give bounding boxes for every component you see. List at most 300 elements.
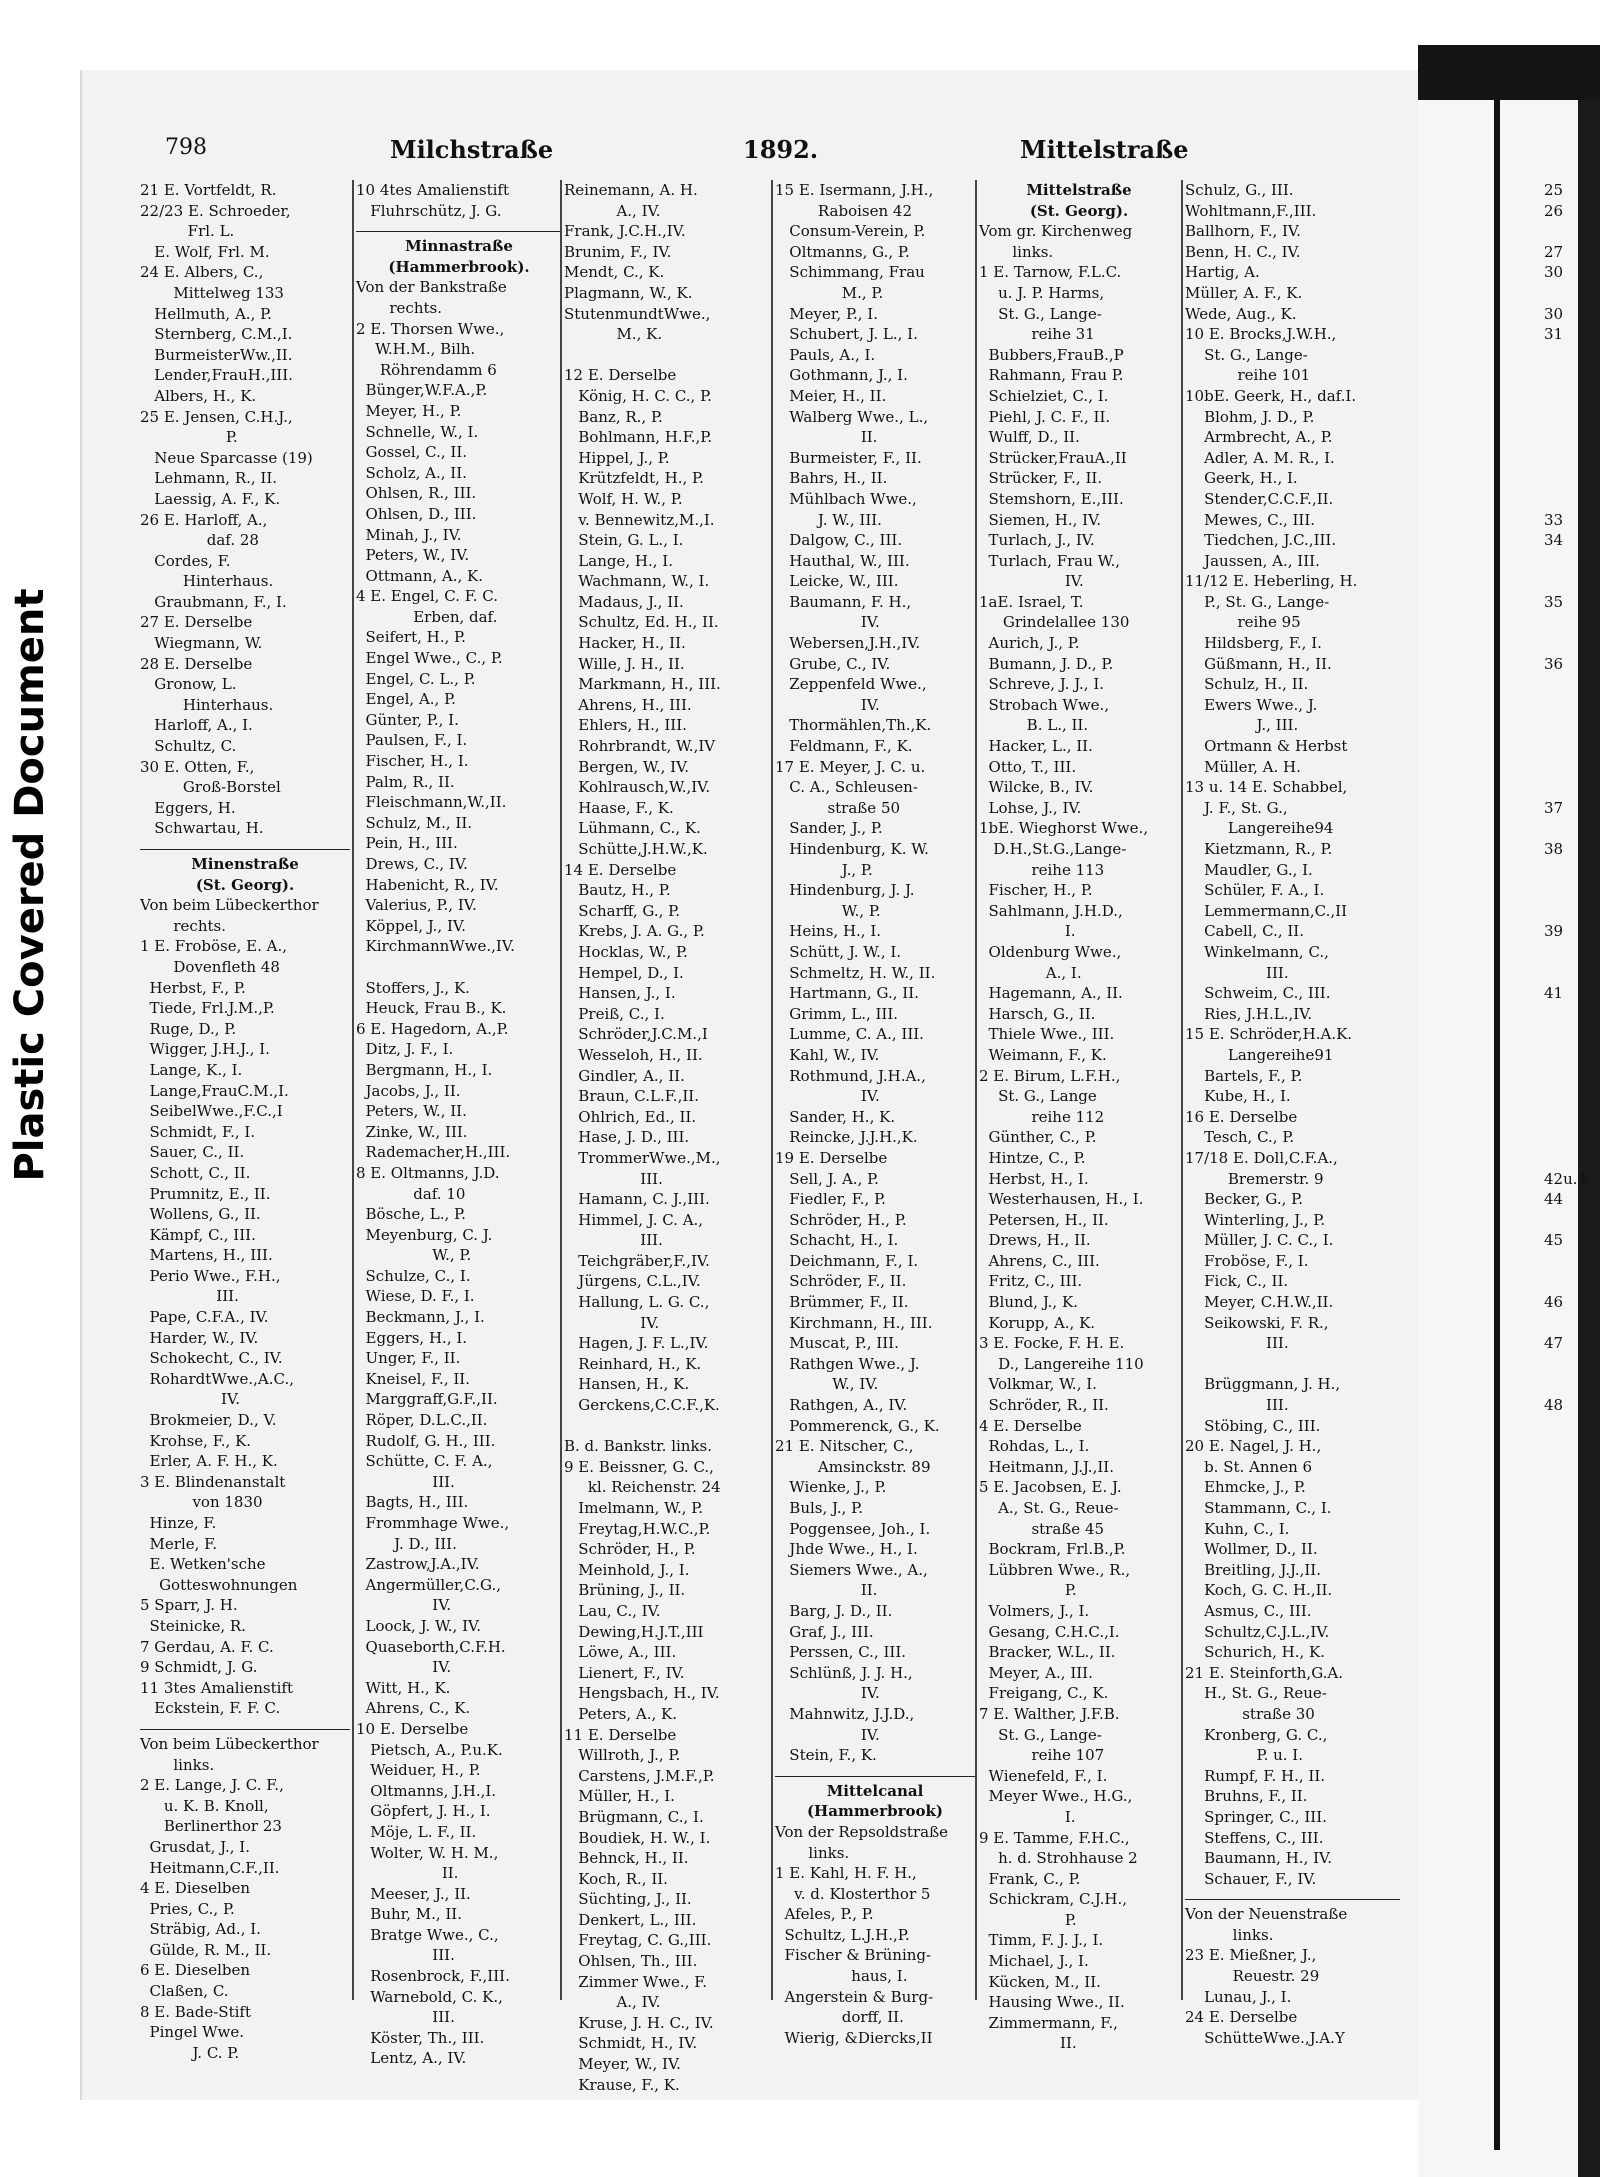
- directory-entry: Oldenburg Wwe.,: [979, 942, 1122, 961]
- fragment-number: [1544, 468, 1584, 489]
- directory-entry: Turlach, Frau W.,: [979, 551, 1120, 570]
- directory-entry: W.H.M., Bilh.: [356, 340, 476, 359]
- directory-entry: Habenicht, R., IV.: [356, 875, 499, 894]
- directory-entry: Müller, H., I.: [564, 1787, 675, 1806]
- directory-entry: Strücker, F., II.: [979, 469, 1103, 488]
- directory-entry: Wede, Aug., K.: [1185, 304, 1297, 323]
- directory-entry: Stöbing, C., III.: [1185, 1416, 1321, 1435]
- directory-entry: Schultz, L.J.H.,P.: [775, 1925, 910, 1944]
- directory-entry: Sander, J., P.: [775, 819, 883, 838]
- directory-entry: III.: [564, 1231, 663, 1250]
- fragment-number: 34: [1544, 531, 1564, 550]
- directory-entry: 11 E. Derselbe: [564, 1725, 677, 1744]
- directory-entry: Brümmer, F., II.: [775, 1293, 909, 1312]
- fragment-number: [1544, 1354, 1584, 1375]
- fragment-number: [1544, 551, 1584, 572]
- directory-entry: Froböse, F., I.: [1185, 1251, 1309, 1270]
- directory-entry: Reinhard, H., K.: [564, 1354, 702, 1373]
- directory-entry: Müller, A. F., K.: [1185, 283, 1303, 302]
- directory-entry: Bösche, L., P.: [356, 1205, 466, 1224]
- directory-entry: Geerk, H., I.: [1185, 469, 1298, 488]
- directory-entry: Heitmann, J.J.,II.: [979, 1457, 1114, 1476]
- section-heading: (Hammerbrook).: [388, 257, 530, 276]
- left-margin: [0, 0, 80, 2177]
- directory-entry: A., I.: [979, 963, 1082, 982]
- directory-entry: Kneisel, F., II.: [356, 1369, 470, 1388]
- directory-entry: Marggraff,G.F.,II.: [356, 1390, 498, 1409]
- directory-entry: Schacht, H., I.: [775, 1231, 899, 1250]
- directory-entry: Kronberg, G. C.,: [1185, 1725, 1328, 1744]
- directory-entry: Deichmann, F., I.: [775, 1251, 919, 1270]
- directory-entry: Ottmann, A., K.: [356, 566, 484, 585]
- directory-entry: P.: [140, 428, 238, 447]
- directory-entry: St. G., Lange: [979, 1087, 1097, 1106]
- directory-entry: Rosenbrock, F.,III.: [356, 1967, 510, 1986]
- directory-entry: Ewers Wwe., J.: [1185, 695, 1318, 714]
- directory-entry: Stoffers, J., K.: [356, 978, 470, 997]
- directory-entry: Hartig, A.: [1185, 263, 1260, 282]
- fragment-number: 33: [1544, 510, 1564, 529]
- column-divider: [560, 180, 562, 2000]
- directory-entry: Strobach Wwe.,: [979, 695, 1110, 714]
- directory-entry: [356, 957, 562, 978]
- directory-entry: Schielziet, C., I.: [979, 386, 1109, 405]
- fragment-number: [1544, 1024, 1584, 1045]
- page-number: 798: [165, 135, 207, 160]
- directory-entry: Lühmann, C., K.: [564, 819, 701, 838]
- directory-entry: Hengsbach, H., IV.: [564, 1684, 720, 1703]
- directory-entry: 4 E. Dieselben: [140, 1879, 251, 1898]
- fragment-number: 30: [1544, 304, 1564, 323]
- directory-entry: Herbst, H., I.: [979, 1169, 1089, 1188]
- fragment-number: [1544, 345, 1584, 366]
- directory-entry: Piehl, J. C. F., II.: [979, 407, 1111, 426]
- directory-entry: Asmus, C., III.: [1185, 1601, 1312, 1620]
- directory-entry: Graubmann, F., I.: [140, 592, 287, 611]
- directory-entry: Zimmermann, F.,: [979, 2013, 1118, 2032]
- directory-entry: straße 45: [979, 1519, 1105, 1538]
- directory-entry: Muscat, P., III.: [775, 1334, 899, 1353]
- directory-entry: Blohm, J. D., P.: [1185, 407, 1315, 426]
- directory-entry: Prumnitz, E., II.: [140, 1184, 271, 1203]
- directory-entry: 24 E. Derselbe: [1185, 2008, 1298, 2027]
- directory-entry: Fluhrschütz, J. G.: [356, 201, 502, 220]
- directory-entry: Ries, J.H.L.,IV.: [1185, 1004, 1313, 1023]
- fragment-number: [1544, 860, 1584, 881]
- directory-entry: 17 E. Meyer, J. C. u.: [775, 757, 926, 776]
- directory-entry: Zimmer Wwe., F.: [564, 1972, 708, 1991]
- directory-entry: Ohlsen, D., III.: [356, 504, 477, 523]
- directory-entry: W., IV.: [775, 1375, 879, 1394]
- directory-entry: reihe 112: [979, 1107, 1105, 1126]
- directory-entry: Lehmann, R., II.: [140, 469, 278, 488]
- fragment-number: [1544, 818, 1584, 839]
- column-5: [979, 180, 1179, 2053]
- fragment-number: [1544, 942, 1584, 963]
- directory-entry: IV.: [140, 1390, 240, 1409]
- directory-entry: Breitling, J.J.,II.: [1185, 1560, 1321, 1579]
- directory-entry: 17/18 E. Doll,C.F.A.,: [1185, 1148, 1338, 1167]
- directory-entry: Gothmann, J., I.: [775, 366, 908, 385]
- directory-entry: Maudler, G., I.: [1185, 860, 1313, 879]
- directory-entry: Mahnwitz, J.J.D.,: [775, 1704, 915, 1723]
- directory-entry: II.: [775, 428, 878, 447]
- directory-entry: Rudolf, G. H., III.: [356, 1431, 496, 1450]
- directory-entry: Jürgens, C.L.,IV.: [564, 1272, 701, 1291]
- fragment-number: 36: [1544, 654, 1564, 673]
- directory-entry: 2 E. Thorsen Wwe.,: [356, 319, 505, 338]
- directory-entry: 5 Sparr, J. H.: [140, 1596, 238, 1615]
- directory-entry: III.: [1185, 1396, 1289, 1415]
- fragment-number: [1544, 1148, 1584, 1169]
- directory-entry: reihe 95: [1185, 613, 1301, 632]
- fragment-number: [1544, 386, 1584, 407]
- directory-entry: W., P.: [775, 901, 881, 920]
- directory-entry: Von beim Lübeckerthor: [140, 1734, 319, 1753]
- fragment-number: [1544, 571, 1584, 592]
- directory-entry: Teichgräber,F.,IV.: [564, 1251, 710, 1270]
- directory-entry: Krebs, J. A. G., P.: [564, 922, 705, 941]
- directory-entry: Afeles, P., P.: [775, 1905, 874, 1924]
- directory-entry: Kücken, M., II.: [979, 1972, 1101, 1991]
- directory-entry: IV.: [775, 1725, 880, 1744]
- directory-entry: 1 E. Froböse, E. A.,: [140, 937, 288, 956]
- directory-entry: Dalgow, C., III.: [775, 531, 903, 550]
- directory-entry: 3 E. Blindenanstalt: [140, 1472, 286, 1491]
- directory-entry: Ditz, J. F., I.: [356, 1040, 454, 1059]
- directory-entry: Köppel, J., IV.: [356, 916, 466, 935]
- directory-entry: Consum-Verein, P.: [775, 222, 926, 241]
- directory-entry: Schott, C., II.: [140, 1163, 251, 1182]
- directory-entry: Wierig, &Diercks,II: [775, 2028, 933, 2047]
- directory-entry: Brokmeier, D., V.: [140, 1411, 277, 1430]
- directory-entry: E. Wetken'sche: [140, 1555, 266, 1574]
- directory-entry: 9 Schmidt, J. G.: [140, 1658, 258, 1677]
- directory-entry: P. u. I.: [1185, 1746, 1304, 1765]
- section-heading: (St. Georg).: [1029, 201, 1129, 220]
- directory-entry: Kuhn, C., I.: [1185, 1519, 1290, 1538]
- fragment-number: [1544, 674, 1584, 695]
- column-2: [356, 180, 562, 2068]
- section-heading: (Hammerbrook): [806, 1802, 944, 1821]
- directory-entry: Meyer, H., P.: [356, 401, 462, 420]
- fragment-number: [1544, 1045, 1584, 1066]
- directory-entry: Lau, C., IV.: [564, 1601, 661, 1620]
- fragment-number: [1544, 448, 1584, 469]
- directory-entry: III.: [356, 1946, 455, 1965]
- directory-entry: 1 E. Tarnow, F.L.C.: [979, 263, 1122, 282]
- directory-entry: J. W., III.: [775, 510, 882, 529]
- directory-entry: Dewing,H.J.T.,III: [564, 1622, 704, 1641]
- directory-entry: Perssen, C., III.: [775, 1643, 907, 1662]
- directory-entry: 1 E. Kahl, H. F. H.,: [775, 1864, 917, 1883]
- directory-entry: St. G., Lange-: [979, 304, 1102, 323]
- directory-entry: Hauthal, W., III.: [775, 551, 910, 570]
- directory-entry: Banz, R., P.: [564, 407, 663, 426]
- directory-entry: Hippel, J., P.: [564, 448, 670, 467]
- directory-entry: Lemmermann,C.,II: [1185, 901, 1347, 920]
- fragment-number: 44: [1544, 1190, 1564, 1209]
- directory-entry: Kruse, J. H. C., IV.: [564, 2013, 714, 2032]
- column-4: [775, 180, 975, 2047]
- directory-entry: Wollmer, D., II.: [1185, 1540, 1318, 1559]
- directory-entry: h. d. Strohhause 2: [979, 1849, 1138, 1868]
- directory-entry: Schulz, H., II.: [1185, 675, 1309, 694]
- directory-entry: Markmann, H., III.: [564, 675, 721, 694]
- directory-entry: Bahrs, H., II.: [775, 469, 888, 488]
- directory-entry: links.: [1185, 1925, 1274, 1944]
- directory-entry: Wulff, D., II.: [979, 428, 1080, 447]
- directory-entry: Lentz, A., IV.: [356, 2049, 467, 2068]
- directory-entry: C. A., Schleusen-: [775, 778, 918, 797]
- directory-entry: Frank, C., P.: [979, 1869, 1081, 1888]
- directory-entry: SchütteWwe.,J.A.Y: [1185, 2028, 1345, 2047]
- directory-entry: Röper, D.L.C.,II.: [356, 1411, 488, 1430]
- directory-entry: Springer, C., III.: [1185, 1807, 1327, 1826]
- directory-entry: Rahmann, Frau P.: [979, 366, 1124, 385]
- directory-entry: Strücker,FrauA.,II: [979, 448, 1127, 467]
- directory-entry: Hintze, C., P.: [979, 1148, 1086, 1167]
- directory-entry: Rohrbrandt, W.,IV: [564, 737, 716, 756]
- directory-entry: 21 E. Nitscher, C.,: [775, 1437, 914, 1456]
- directory-entry: A., IV.: [564, 1993, 661, 2012]
- directory-entry: Rumpf, F. H., II.: [1185, 1766, 1326, 1785]
- directory-entry: A., IV.: [564, 201, 661, 220]
- fragment-number: [1544, 963, 1584, 984]
- directory-entry: Turlach, J., IV.: [979, 531, 1095, 550]
- directory-entry: Löwe, A., III.: [564, 1643, 677, 1662]
- section-heading: Mittelstraße: [1026, 181, 1132, 199]
- directory-entry: Stemshorn, E.,III.: [979, 489, 1124, 508]
- directory-entry: Möje, L. F., II.: [356, 1822, 477, 1841]
- directory-entry: Hindenburg, K. W.: [775, 840, 929, 858]
- directory-entry: Schokecht, C., IV.: [140, 1349, 283, 1368]
- directory-entry: Freigang, C., K.: [979, 1684, 1109, 1703]
- fragment-number: [1544, 736, 1584, 757]
- directory-entry: J. F., St. G.,: [1185, 798, 1288, 817]
- directory-entry: II.: [356, 1864, 459, 1883]
- directory-entry: Kietzmann, R., P.: [1185, 840, 1333, 858]
- directory-entry: Plagmann, W., K.: [564, 283, 693, 302]
- directory-entry: 4 E. Engel, C. F. C.: [356, 587, 499, 606]
- directory-entry: Bagts, H., III.: [356, 1493, 469, 1512]
- directory-entry: 21 E. Steinforth,G.A.: [1185, 1663, 1344, 1682]
- directory-entry: 6 E. Dieselben: [140, 1961, 251, 1980]
- directory-entry: Fischer, H., P.: [979, 881, 1093, 900]
- directory-entry: 12 E. Derselbe: [564, 366, 677, 385]
- directory-entry: Claßen, C.: [140, 1982, 229, 2001]
- directory-entry: Drews, C., IV.: [356, 855, 468, 873]
- directory-entry: Frl. L.: [140, 222, 235, 241]
- directory-entry: Schröder,J.C.M.,I: [564, 1025, 708, 1044]
- directory-entry: III.: [1185, 963, 1289, 982]
- directory-entry: D., Langereihe 110: [979, 1354, 1144, 1373]
- directory-entry: straße 50: [775, 798, 901, 817]
- directory-entry: Grindelallee 130: [979, 613, 1130, 632]
- directory-entry: IV.: [775, 695, 880, 714]
- directory-entry: Freytag,H.W.C.,P.: [564, 1519, 711, 1538]
- fragment-number: [1544, 612, 1584, 633]
- directory-entry: Leicke, W., III.: [775, 572, 899, 591]
- fragment-number: [1544, 1107, 1584, 1128]
- directory-entry: 11 3tes Amalienstift: [140, 1678, 294, 1697]
- binding-shadow-top: [1418, 45, 1600, 100]
- directory-entry: Pries, C., P.: [140, 1899, 235, 1918]
- fragment-number: [1544, 1127, 1584, 1148]
- directory-entry: Rothmund, J.H.A.,: [775, 1066, 926, 1085]
- directory-entry: Hildsberg, F., I.: [1185, 634, 1322, 653]
- directory-entry: IV.: [775, 613, 880, 632]
- directory-entry: Bergmann, H., I.: [356, 1060, 493, 1079]
- directory-entry: Hausing Wwe., II.: [979, 1993, 1125, 2012]
- directory-entry: Berlinerthor 23: [140, 1817, 282, 1836]
- directory-entry: KirchmannWwe.,IV.: [356, 937, 515, 956]
- directory-entry: Schütte,J.H.W.,K.: [564, 840, 708, 858]
- directory-entry: Wolter, W. H. M.,: [356, 1843, 499, 1862]
- directory-entry: Weimann, F., K.: [979, 1045, 1107, 1064]
- directory-entry: Schmidt, H., IV.: [564, 2034, 698, 2053]
- directory-entry: Schulze, C., I.: [356, 1266, 471, 1285]
- directory-entry: Bohlmann, H.F.,P.: [564, 428, 713, 447]
- directory-entry: Sell, J. A., P.: [775, 1169, 879, 1188]
- directory-entry: Wohltmann,F.,III.: [1185, 201, 1317, 220]
- directory-entry: Webersen,J.H.,IV.: [775, 634, 921, 653]
- directory-entry: Schüler, F. A., I.: [1185, 881, 1325, 900]
- directory-entry: Pape, C.F.A., IV.: [140, 1308, 269, 1327]
- directory-entry: Fischer, H., I.: [356, 752, 469, 771]
- directory-entry: Eggers, H.: [140, 798, 236, 817]
- directory-entry: 15 E. Schröder,H.A.K.: [1185, 1025, 1353, 1044]
- directory-entry: Reuestr. 29: [1185, 1967, 1320, 1986]
- directory-entry: IV.: [564, 1313, 660, 1332]
- directory-entry: Jacobs, J., II.: [356, 1081, 461, 1100]
- directory-entry: Schütte, C. F. A.,: [356, 1452, 493, 1471]
- directory-entry: Drews, H., II.: [979, 1231, 1091, 1250]
- directory-entry: Schurich, H., K.: [1185, 1643, 1325, 1662]
- directory-entry: Winterling, J., P.: [1185, 1210, 1326, 1229]
- directory-entry: v. Bennewitz,M.,I.: [564, 510, 715, 529]
- directory-entry: 8 E. Bade-Stift: [140, 2002, 251, 2021]
- fragment-number: [1544, 283, 1584, 304]
- directory-entry: haus, I.: [775, 1967, 908, 1986]
- section-rule: [356, 221, 562, 232]
- directory-entry: Preiß, C., I.: [564, 1004, 665, 1023]
- directory-entry: Willroth, J., P.: [564, 1746, 681, 1765]
- directory-entry: 1aE. Israel, T.: [979, 592, 1084, 611]
- directory-entry: P., St. G., Lange-: [1185, 592, 1330, 611]
- fragment-number: [1544, 489, 1584, 510]
- directory-entry: Poggensee, Joh., I.: [775, 1519, 931, 1538]
- directory-entry: IV.: [979, 572, 1084, 591]
- directory-entry: Baumann, F. H.,: [775, 592, 912, 611]
- directory-entry: Stein, G. L., I.: [564, 531, 684, 550]
- directory-entry: Winkelmann, C.,: [1185, 942, 1329, 961]
- section-heading: Minnastraße: [405, 237, 513, 256]
- directory-entry: Fleischmann,W.,II.: [356, 793, 507, 812]
- directory-entry: Adler, A. M. R., I.: [1185, 448, 1335, 467]
- directory-entry: P.: [979, 1581, 1077, 1600]
- directory-entry: Kirchmann, H., III.: [775, 1313, 933, 1332]
- directory-entry: Harloff, A., I.: [140, 716, 253, 735]
- column-divider: [975, 180, 977, 2000]
- directory-entry: Fritz, C., III.: [979, 1272, 1083, 1291]
- directory-entry: Hartmann, G., II.: [775, 984, 919, 1003]
- section-rule: [1185, 1889, 1400, 1900]
- directory-entry: Grusdat, J., I.: [140, 1837, 251, 1856]
- directory-entry: StutenmundtWwe.,: [564, 304, 711, 323]
- directory-entry: Steffens, C., III.: [1185, 1828, 1324, 1847]
- directory-entry: links.: [979, 242, 1054, 261]
- directory-entry: Lienert, F., IV.: [564, 1663, 685, 1682]
- directory-entry: 19 E. Derselbe: [775, 1148, 888, 1167]
- directory-entry: Oltmanns, G., P.: [775, 242, 910, 261]
- directory-entry: Krohse, F., K.: [140, 1431, 252, 1450]
- directory-entry: Bünger,W.F.A.,P.: [356, 381, 488, 400]
- directory-entry: Sauer, C., II.: [140, 1143, 245, 1162]
- directory-entry: Pietsch, A., P.u.K.: [356, 1740, 503, 1759]
- fragment-number: 38: [1544, 840, 1564, 858]
- directory-entry: Baumann, H., IV.: [1185, 1849, 1333, 1868]
- page-header: [165, 135, 1195, 175]
- directory-entry: Hacker, L., II.: [979, 737, 1093, 756]
- directory-entry: Ehmcke, J., P.: [1185, 1478, 1306, 1497]
- directory-entry: Martens, H., III.: [140, 1246, 273, 1265]
- directory-entry: Buhr, M., II.: [356, 1905, 462, 1924]
- directory-entry: D.H.,St.G.,Lange-: [979, 840, 1127, 858]
- directory-entry: Volmers, J., I.: [979, 1601, 1090, 1620]
- fragment-number: 47: [1544, 1334, 1564, 1353]
- directory-entry: [564, 1416, 772, 1437]
- directory-entry: Vom gr. Kirchenweg: [979, 222, 1133, 241]
- directory-entry: TrommerWwe.,M.,: [564, 1148, 721, 1167]
- directory-entry: Graf, J., III.: [775, 1622, 874, 1641]
- directory-entry: Meinhold, J., I.: [564, 1560, 690, 1579]
- directory-entry: Grimm, L., III.: [775, 1004, 899, 1023]
- directory-entry: 24 E. Albers, C.,: [140, 263, 264, 282]
- directory-entry: 27 E. Derselbe: [140, 613, 253, 632]
- directory-entry: III.: [356, 2008, 455, 2027]
- directory-entry: Ohlrich, Ed., II.: [564, 1107, 697, 1126]
- directory-entry: Langereihe94: [1185, 819, 1334, 838]
- directory-entry: Von der Repsoldstraße: [775, 1822, 948, 1841]
- directory-entry: 23 E. Mießner, J.,: [1185, 1946, 1317, 1965]
- directory-entry: 1bE. Wieghorst Wwe.,: [979, 819, 1149, 838]
- directory-entry: b. St. Annen 6: [1185, 1457, 1313, 1476]
- directory-entry: Wilcke, B., IV.: [979, 778, 1094, 797]
- directory-entry: 8 E. Oltmanns, J.D.: [356, 1163, 500, 1182]
- directory-entry: Otto, T., III.: [979, 757, 1077, 776]
- directory-entry: daf. 10: [356, 1184, 466, 1203]
- directory-entry: B. d. Bankstr. links.: [564, 1437, 713, 1456]
- directory-entry: daf. 28: [140, 531, 259, 550]
- directory-entry: u. K. B. Knoll,: [140, 1796, 269, 1815]
- directory-entry: SeibelWwe.,F.C.,I: [140, 1102, 283, 1121]
- directory-entry: Gotteswohnungen: [140, 1575, 298, 1594]
- section-heading: Minenstraße: [191, 855, 299, 873]
- directory-entry: straße 30: [1185, 1704, 1315, 1723]
- directory-entry: St. G., Lange-: [1185, 345, 1308, 364]
- directory-entry: Schultz,C.J.L.,IV.: [1185, 1622, 1330, 1641]
- directory-entry: Brunim, F., IV.: [564, 242, 672, 261]
- directory-entry: 11/12 E. Heberling, H.: [1185, 572, 1358, 591]
- left-street-heading: Milchstraße: [390, 135, 554, 164]
- directory-entry: Hinterhaus.: [140, 695, 274, 714]
- directory-entry: Günther, C., P.: [979, 1128, 1097, 1147]
- directory-entry: Sander, H., K.: [775, 1107, 896, 1126]
- directory-entry: Bergen, W., IV.: [564, 757, 690, 776]
- fragment-number: [1544, 1374, 1584, 1395]
- directory-entry: Meyer, C.H.W.,II.: [1185, 1293, 1334, 1312]
